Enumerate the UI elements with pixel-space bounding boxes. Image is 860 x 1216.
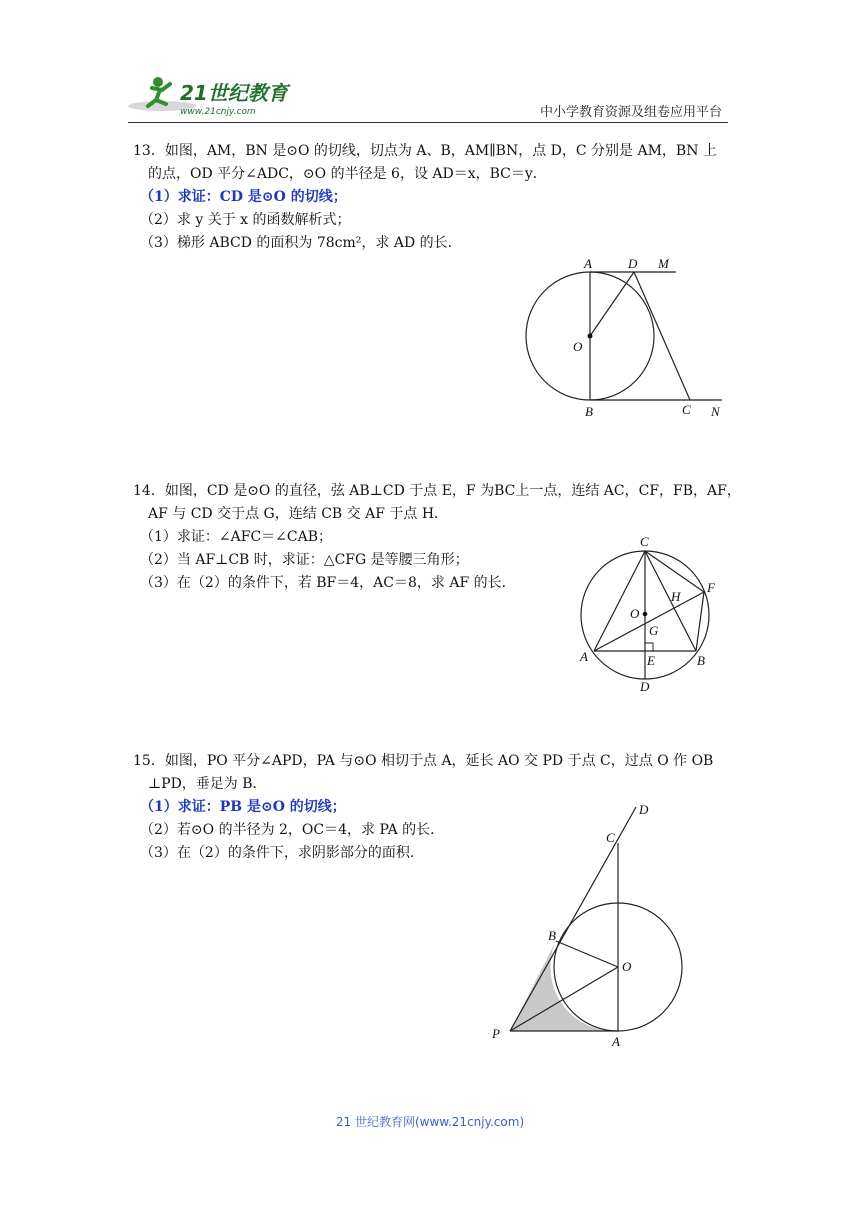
q15-figure (488, 798, 698, 1057)
q14-label-O: O (630, 606, 640, 621)
q15-label-C: C (606, 830, 615, 845)
q13-label-M: M (658, 256, 669, 271)
q14-label-E: E (647, 653, 655, 668)
site-logo (122, 70, 292, 120)
q15-label-A: A (612, 1034, 620, 1049)
q13-part1: （1）求证：CD 是⊙O 的切线； (140, 189, 347, 205)
logo-url: www.21cnjy.com (180, 107, 256, 117)
q13-line1: 13．如图，AM，BN 是⊙O 的切线，切点为 A、B，AM∥BN，点 D，C 分别是 AM，BN 上 (133, 143, 717, 159)
q14-label-A: A (580, 649, 588, 664)
q15-part3: （3）在（2）的条件下，求阴影部分的面积． (140, 845, 424, 861)
q13-part3: （3）梯形 ABCD 的面积为 78cm²，求 AD 的长． (140, 235, 462, 251)
q14-label-C: C (640, 534, 649, 549)
q14-label-D: D (640, 679, 650, 694)
q14-label-B: B (697, 653, 705, 668)
q15-part1: （1）求证：PB 是⊙O 的切线； (140, 799, 346, 815)
header-divider (128, 122, 728, 123)
q15-label-O: O (622, 959, 632, 974)
page-footer: 21 世纪教育网(www.21cnjy.com) (335, 1115, 525, 1129)
q13-label-B: B (585, 404, 593, 419)
q13-label-C: C (682, 402, 691, 417)
logo-text: 21世纪教育 (180, 81, 288, 105)
q14-line2: AF 与 CD 交于点 G，连结 CB 交 AF 于点 H． (148, 506, 449, 522)
q15-label-P: P (492, 1026, 500, 1041)
q14-label-F: F (707, 580, 715, 595)
q15-label-D: D (639, 802, 649, 817)
q14-part1: （1）求证：∠AFC＝∠CAB； (140, 529, 333, 545)
q14-figure (570, 530, 725, 699)
platform-name: 中小学教育资源及组卷应用平台 (540, 105, 723, 120)
q15-line1: 15．如图，PO 平分∠APD，PA 与⊙O 相切于点 A，延长 AO 交 PD 于点 C，过点 O 作 OB (133, 753, 714, 769)
q14-part2: （2）当 AF⊥CB 时，求证：△CFG 是等腰三角形； (140, 552, 469, 568)
q15-label-B: B (548, 928, 556, 943)
q13-label-A: A (584, 256, 592, 271)
q14-label-H: H (671, 589, 681, 604)
q13-figure (510, 250, 740, 429)
q15-part2: （2）若⊙O 的半径为 2，OC＝4，求 PA 的长． (140, 822, 445, 838)
q13-part2: （2）求 y 关于 x 的函数解析式； (140, 212, 351, 228)
q13-label-O: O (573, 339, 583, 354)
q14-label-G: G (649, 623, 659, 638)
q13-line2: 的点，OD 平分∠ADC，⊙O 的半径是 6，设 AD＝x，BC＝y． (148, 166, 547, 182)
q13-label-N: N (711, 404, 720, 419)
q14-part3: （3）在（2）的条件下，若 BF＝4，AC＝8，求 AF 的长． (140, 575, 516, 591)
q14-line1: 14．如图，CD 是⊙O 的直径，弦 AB⊥CD 于点 E，F 为BC上一点，连结 AC，CF，FB，AF， (133, 483, 741, 499)
q15-line2: ⊥PD，垂足为 B． (148, 776, 267, 792)
q13-label-D: D (628, 256, 638, 271)
